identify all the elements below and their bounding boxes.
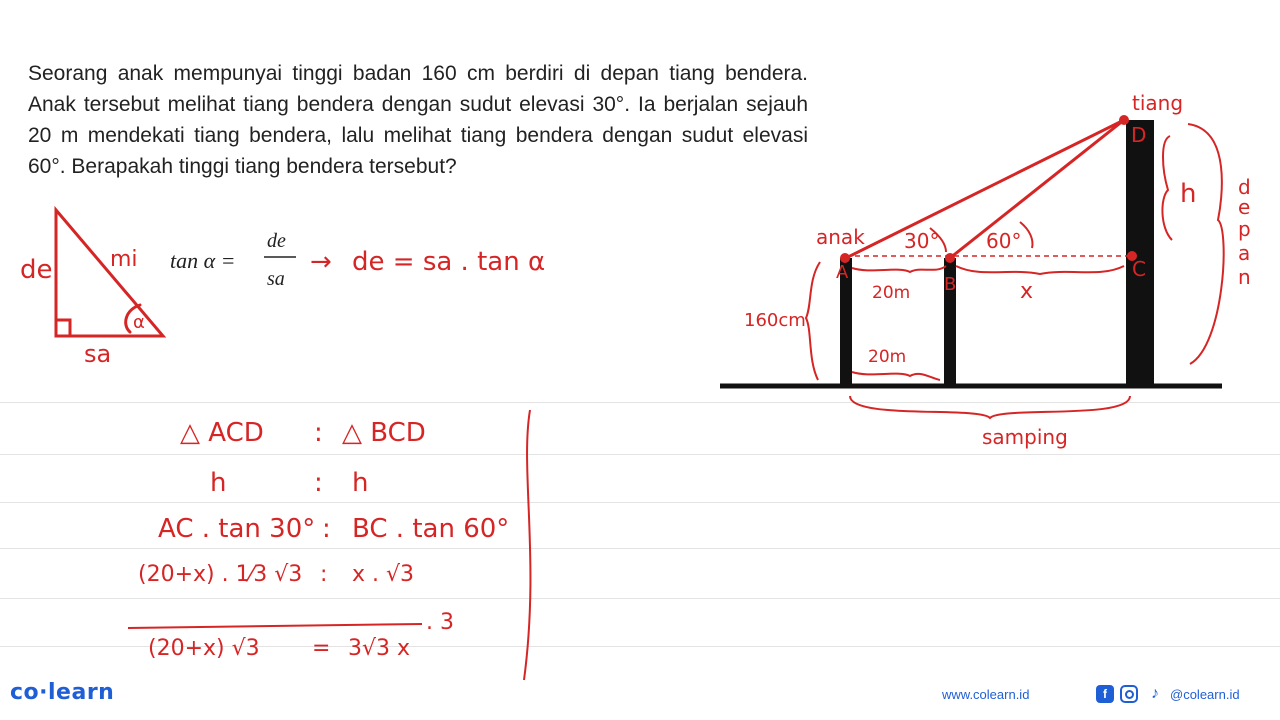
work-line5-left: (20+x) √3 xyxy=(148,636,260,661)
work-line3-right: BC . tan 60° xyxy=(352,514,510,544)
reference-triangle xyxy=(56,210,163,336)
triangle-label-mi: mi xyxy=(110,247,138,272)
label-c: C xyxy=(1132,257,1146,281)
point-b-dot xyxy=(945,253,955,263)
work-line4-left: (20+x) . 1⁄3 √3 xyxy=(138,562,303,587)
formula-numerator: de xyxy=(267,230,286,252)
triangle-label-sa: sa xyxy=(84,340,112,368)
label-depan-n: n xyxy=(1238,265,1251,289)
brace-samping xyxy=(850,396,1130,418)
label-depan-p: p xyxy=(1238,217,1251,241)
triangle-label-alpha: α xyxy=(133,312,145,333)
formula-lhs: tan α = xyxy=(170,248,236,273)
point-d-dot xyxy=(1119,115,1129,125)
work-line3-sep: : xyxy=(322,514,331,544)
brace-ab xyxy=(852,266,946,272)
brace-h xyxy=(1162,136,1172,240)
brace-160cm xyxy=(806,262,820,380)
work-line5-right: 3√3 x xyxy=(348,636,411,661)
arc-60 xyxy=(1020,222,1033,248)
label-depan-a: a xyxy=(1238,241,1251,265)
formula-denominator: sa xyxy=(267,268,285,290)
work-line4-sep: : xyxy=(320,562,328,587)
work-bracket xyxy=(524,410,530,680)
footer-url[interactable]: www.colearn.id xyxy=(942,687,1030,702)
work-line2-left: h xyxy=(210,468,227,498)
instagram-icon[interactable] xyxy=(1120,685,1138,703)
label-tiang: tiang xyxy=(1132,91,1184,115)
tiktok-icon[interactable]: ♪ xyxy=(1146,685,1164,703)
label-anak: anak xyxy=(816,225,865,249)
label-depan-d: d xyxy=(1238,175,1251,199)
facebook-icon[interactable]: f xyxy=(1096,685,1114,703)
formula-arrow: → xyxy=(310,247,332,277)
problem-text: Seorang anak mempunyai tinggi badan 160 cm berdiri di depan tiang bendera. Anak tersebut melihat tiang bendera dengan sudut elevasi 30°. Ia berjalan sejauh 20 m mendekati tiang bendera, lalu melihat tiang bendera dengan sudut elevasi 60°. Berapakah tinggi tiang bendera tersebut? xyxy=(28,62,808,178)
colearn-logo: co·learn xyxy=(10,680,115,705)
sight-line-30 xyxy=(846,120,1124,258)
work-fraction-bar xyxy=(128,624,422,628)
tower-diagram xyxy=(720,115,1224,418)
work-line1-right: △ BCD xyxy=(342,418,426,448)
footer-handle[interactable]: @colearn.id xyxy=(1170,687,1240,702)
label-b: B xyxy=(944,274,957,295)
label-angle-30: 30° xyxy=(904,229,940,253)
work-line1-left: △ ACD xyxy=(180,418,264,448)
brace-bc xyxy=(956,266,1124,274)
label-h: h xyxy=(1180,179,1197,209)
label-dist-bc: x xyxy=(1020,279,1034,304)
work-line3-left: AC . tan 30° xyxy=(158,514,316,544)
brace-depan xyxy=(1188,124,1224,364)
label-depan-e: e xyxy=(1238,195,1251,219)
label-height: 160cm xyxy=(744,310,806,331)
label-samping: samping xyxy=(982,425,1068,449)
brace-ground xyxy=(852,372,940,380)
label-angle-60: 60° xyxy=(986,229,1022,253)
work-line5-sep: = xyxy=(312,636,331,661)
work-line4-right: x . √3 xyxy=(352,562,415,587)
work-line1-sep: : xyxy=(314,418,323,448)
label-ground-dist: 20m xyxy=(868,347,907,367)
work-line2-right: h xyxy=(352,468,369,498)
formula-result: de = sa . tan α xyxy=(352,247,546,277)
work-line2-sep: : xyxy=(314,468,323,498)
work-line5-mult: . 3 xyxy=(426,610,454,635)
label-a: A xyxy=(836,262,849,283)
triangle-label-de: de xyxy=(20,255,53,285)
label-d: D xyxy=(1131,123,1147,147)
label-dist-ab: 20m xyxy=(872,283,911,303)
sight-line-60 xyxy=(950,120,1124,258)
